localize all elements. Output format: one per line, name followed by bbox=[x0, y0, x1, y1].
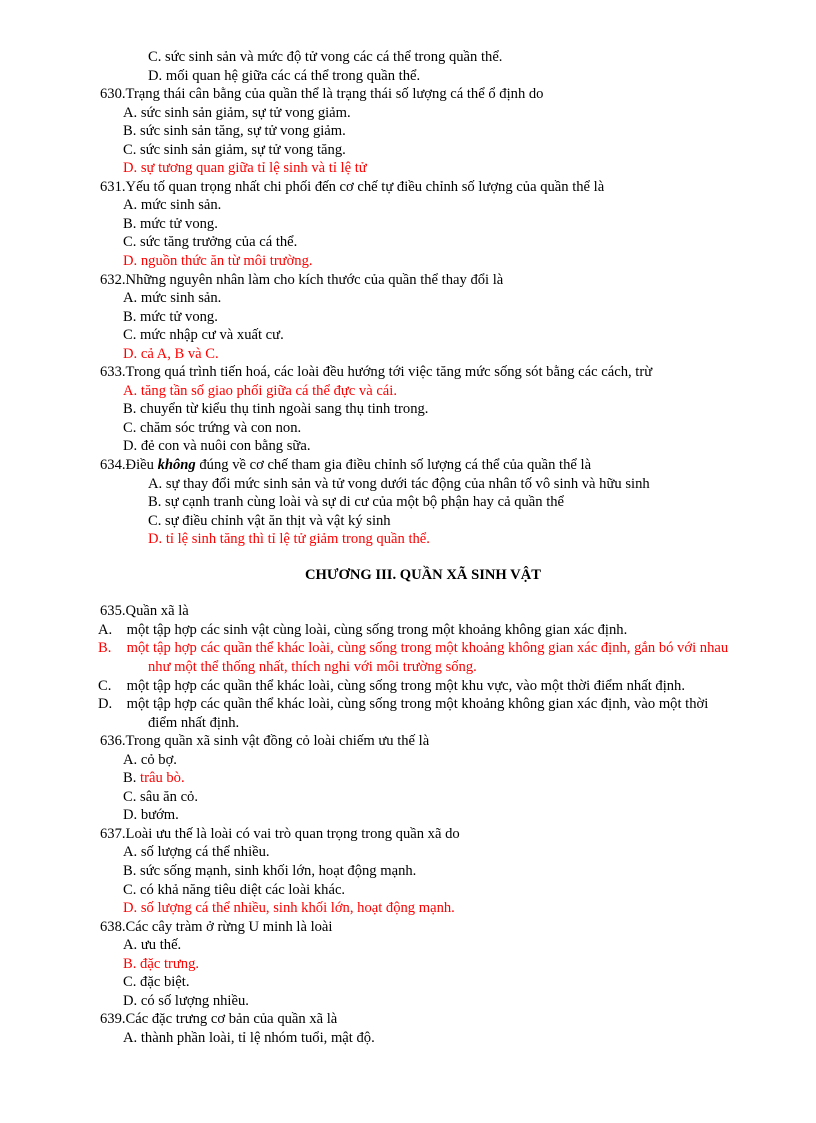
question-text: Trong quá trình tiến hoá, các loài đều hướng tới việc tăng mức sống sót bằng các cách, trừ bbox=[125, 364, 653, 381]
answer-option bbox=[0, 992, 816, 1011]
option-label: C. bbox=[123, 419, 137, 436]
option-text: một tập hợp các quần thể khác loài, cùng sống trong một khu vực, vào một thời điểm nhất định. bbox=[126, 677, 685, 694]
question-emphasis: không bbox=[157, 457, 196, 474]
option-label: D. bbox=[148, 531, 163, 548]
answer-option-correct bbox=[0, 530, 816, 549]
option-text: có số lượng nhiều. bbox=[140, 992, 249, 1009]
option-text: sức sống mạnh, sinh khối lớn, hoạt động mạnh. bbox=[140, 862, 417, 879]
question-stem bbox=[0, 271, 816, 290]
option-text: sức tăng trưởng của cá thể. bbox=[140, 234, 298, 251]
option-label: B. bbox=[123, 770, 137, 787]
answer-option-correct: B. một tập hợp các quần thể khác loài, cùng sống trong một khoảng không gian xác định, gắn bó với nhau như một thể thống nhất, thích nghi với môi trường sống. bbox=[98, 640, 729, 675]
answer-option bbox=[0, 512, 816, 531]
answer-option-correct bbox=[0, 159, 816, 178]
question-text: Yếu tố quan trọng nhất chi phối đến cơ chế tự điều chỉnh số lượng của quần thể là bbox=[125, 178, 605, 195]
question-stem bbox=[0, 456, 816, 475]
option-label: A. bbox=[123, 1029, 138, 1046]
answer-option bbox=[0, 1029, 816, 1048]
option-text: mức sinh sản. bbox=[140, 197, 222, 214]
option-label: B. bbox=[123, 215, 137, 232]
answer-option bbox=[0, 326, 816, 345]
answer-option bbox=[0, 751, 816, 770]
question-stem bbox=[0, 602, 816, 621]
option-text: cỏ bợ. bbox=[140, 751, 177, 768]
answer-option-correct bbox=[0, 382, 816, 401]
option-label: C. bbox=[123, 327, 137, 344]
option-label: A. bbox=[123, 290, 138, 307]
option-text: một tập hợp các sinh vật cùng loài, cùng sống trong một khoảng không gian xác định. bbox=[126, 621, 628, 638]
option-label: B. bbox=[123, 401, 137, 418]
chapter-heading: CHƯƠNG III. QUẦN XÃ SINH VẬT bbox=[305, 566, 541, 583]
question-number: 635. bbox=[100, 603, 126, 620]
option-label: B. bbox=[123, 123, 137, 140]
option-label: D. bbox=[123, 438, 138, 455]
option-label: D. bbox=[123, 992, 138, 1009]
option-text: sức sinh sản giảm, sự tử vong tăng. bbox=[140, 141, 346, 158]
option-text: chuyển từ kiểu thụ tinh ngoài sang thụ tinh trong. bbox=[140, 401, 429, 418]
option-label: D. bbox=[123, 900, 138, 917]
question-number: 634. bbox=[100, 457, 126, 474]
option-text: sức sinh sản giảm, sự tử vong giảm. bbox=[140, 104, 351, 121]
question-number: 637. bbox=[100, 825, 126, 842]
answer-option bbox=[0, 493, 816, 512]
option-text: mức sinh sản. bbox=[140, 290, 222, 307]
answer-option-correct bbox=[0, 769, 816, 788]
question-text: Trạng thái cân bằng của quần thể là trạng thái số lượng cá thể ổ định do bbox=[125, 86, 544, 103]
question-number: 632. bbox=[100, 271, 126, 288]
option-label: C. bbox=[123, 881, 137, 898]
question-number: 631. bbox=[100, 178, 126, 195]
answer-option: D. một tập hợp các quần thể khác loài, cùng sống trong một khoảng không gian xác định, vào một thời điểm nhất định. bbox=[98, 696, 709, 731]
option-label: C. bbox=[123, 234, 137, 251]
answer-option bbox=[0, 67, 816, 86]
option-text: mức tử vong. bbox=[140, 308, 218, 325]
answer-option bbox=[0, 862, 816, 881]
option-text: ưu thế. bbox=[140, 937, 182, 954]
document-page bbox=[0, 48, 816, 1047]
question-text: Quần xã là bbox=[125, 603, 189, 620]
option-text: sự tương quan giữa tỉ lệ sinh và tỉ lệ tử bbox=[140, 160, 367, 177]
answer-option bbox=[0, 122, 816, 141]
answer-option bbox=[0, 233, 816, 252]
question-text: Loài ưu thế là loài có vai trò quan trọng trong quần xã do bbox=[125, 825, 460, 842]
option-text: bướm. bbox=[140, 807, 179, 824]
answer-option bbox=[0, 196, 816, 215]
question-text: Những nguyên nhân làm cho kích thước của quần thể thay đổi là bbox=[125, 271, 504, 288]
option-label: C. bbox=[123, 974, 137, 991]
question-number: 633. bbox=[100, 364, 126, 381]
option-text: đẻ con và nuôi con bằng sữa. bbox=[140, 438, 311, 455]
option-text: trâu bò. bbox=[140, 770, 185, 787]
answer-option bbox=[0, 881, 816, 900]
answer-option bbox=[0, 788, 816, 807]
option-text: cả A, B và C. bbox=[140, 345, 219, 362]
option-label: A. bbox=[123, 937, 138, 954]
option-text: số lượng cá thể nhiều. bbox=[140, 844, 270, 861]
question-stem bbox=[0, 85, 816, 104]
option-label: C. bbox=[123, 788, 137, 805]
option-text: sự điều chỉnh vật ăn thịt và vật ký sinh bbox=[165, 512, 391, 529]
question-number: 630. bbox=[100, 86, 126, 103]
question-text: Các đặc trưng cơ bản của quần xã là bbox=[125, 1011, 338, 1028]
answer-option bbox=[0, 475, 816, 494]
answer-option-correct bbox=[0, 252, 816, 271]
option-text: sức sinh sản tăng, sự tử vong giảm. bbox=[140, 123, 346, 140]
option-label: D. bbox=[123, 160, 138, 177]
question-text: đúng về cơ chế tham gia điều chỉnh số lượng cá thể của quần thể là bbox=[195, 457, 592, 474]
question-text: Các cây tràm ở rừng U minh là loài bbox=[125, 918, 333, 935]
question-number: 639. bbox=[100, 1011, 126, 1028]
option-label: A. bbox=[123, 104, 138, 121]
option-label: C. bbox=[148, 49, 162, 65]
question-stem bbox=[0, 918, 816, 937]
question-number: 636. bbox=[100, 733, 126, 750]
option-text: mức nhập cư và xuất cư. bbox=[140, 327, 284, 344]
answer-option bbox=[0, 419, 816, 438]
option-text: một tập hợp các quần thể khác loài, cùng sống trong một khoảng không gian xác định, gắn bó với nhau như một thể thống nhất, thích nghi với môi trường sống. bbox=[126, 640, 729, 675]
question-stem bbox=[0, 732, 816, 751]
option-text: tăng tần số giao phối giữa cá thể đực và cái. bbox=[140, 382, 397, 399]
answer-option-correct bbox=[0, 955, 816, 974]
option-label: A. bbox=[148, 475, 163, 492]
option-label: C. bbox=[148, 512, 162, 529]
option-label: A. bbox=[123, 751, 138, 768]
option-label: D. bbox=[123, 253, 138, 270]
answer-option bbox=[0, 843, 816, 862]
option-label: C. bbox=[123, 141, 137, 158]
answer-option bbox=[0, 141, 816, 160]
answer-option bbox=[0, 308, 816, 327]
option-text: số lượng cá thể nhiều, sinh khối lớn, hoạt động mạnh. bbox=[140, 900, 455, 917]
answer-option bbox=[0, 936, 816, 955]
option-label: D. bbox=[123, 807, 138, 824]
option-label: B. bbox=[148, 494, 162, 511]
question-text: Điều bbox=[125, 457, 158, 474]
option-text: một tập hợp các quần thể khác loài, cùng sống trong một khoảng không gian xác định, vào một thời điểm nhất định. bbox=[126, 696, 709, 731]
option-label: A. bbox=[123, 382, 138, 399]
option-text: sự cạnh tranh cùng loài và sự di cư của một bộ phận hay cả quần thể bbox=[165, 494, 565, 511]
question-stem bbox=[0, 178, 816, 197]
option-text: tỉ lệ sinh tăng thì tỉ lệ tử giảm trong quần thể. bbox=[165, 531, 430, 548]
answer-option bbox=[0, 48, 816, 67]
option-text: sức sinh sản và mức độ tử vong các cá thể trong quần thể. bbox=[165, 49, 503, 65]
question-stem bbox=[0, 363, 816, 382]
option-text: có khả năng tiêu diệt các loài khác. bbox=[140, 881, 346, 898]
option-text: sâu ăn cỏ. bbox=[140, 788, 198, 805]
answer-option bbox=[0, 289, 816, 308]
option-label: B. bbox=[123, 862, 137, 879]
answer-option bbox=[0, 973, 816, 992]
answer-option bbox=[0, 104, 816, 123]
answer-option bbox=[0, 806, 816, 825]
option-text: thành phần loài, tỉ lệ nhóm tuổi, mật độ. bbox=[140, 1029, 375, 1046]
option-text: đặc biệt. bbox=[140, 974, 190, 991]
answer-option-correct bbox=[0, 345, 816, 364]
option-label: A. bbox=[123, 844, 138, 861]
answer-option bbox=[0, 215, 816, 234]
option-label: D. bbox=[123, 345, 138, 362]
question-stem bbox=[0, 825, 816, 844]
question-text: Trong quần xã sinh vật đồng cỏ loài chiếm ưu thế là bbox=[125, 733, 430, 750]
option-text: sự thay đổi mức sinh sản và tử vong dưới tác động của nhân tố vô sinh và hữu sinh bbox=[165, 475, 650, 492]
answer-option bbox=[0, 437, 816, 456]
option-label: D. bbox=[148, 67, 163, 84]
option-label: A. bbox=[123, 197, 138, 214]
option-text: mức tử vong. bbox=[140, 215, 218, 232]
question-number: 638. bbox=[100, 918, 126, 935]
answer-option: C. một tập hợp các quần thể khác loài, cùng sống trong một khu vực, vào một thời điểm nhất định. bbox=[98, 677, 685, 694]
answer-option-correct bbox=[0, 899, 816, 918]
option-text: chăm sóc trứng và con non. bbox=[140, 419, 302, 436]
answer-option bbox=[0, 400, 816, 419]
option-text: đặc trưng. bbox=[140, 955, 200, 972]
option-label: B. bbox=[123, 308, 137, 325]
question-stem bbox=[0, 1010, 816, 1029]
option-text: mối quan hệ giữa các cá thể trong quần thể. bbox=[165, 67, 421, 84]
option-text: nguồn thức ăn từ môi trường. bbox=[140, 253, 313, 270]
answer-option: A. một tập hợp các sinh vật cùng loài, cùng sống trong một khoảng không gian xác định. bbox=[98, 621, 628, 638]
option-label: B. bbox=[123, 955, 137, 972]
